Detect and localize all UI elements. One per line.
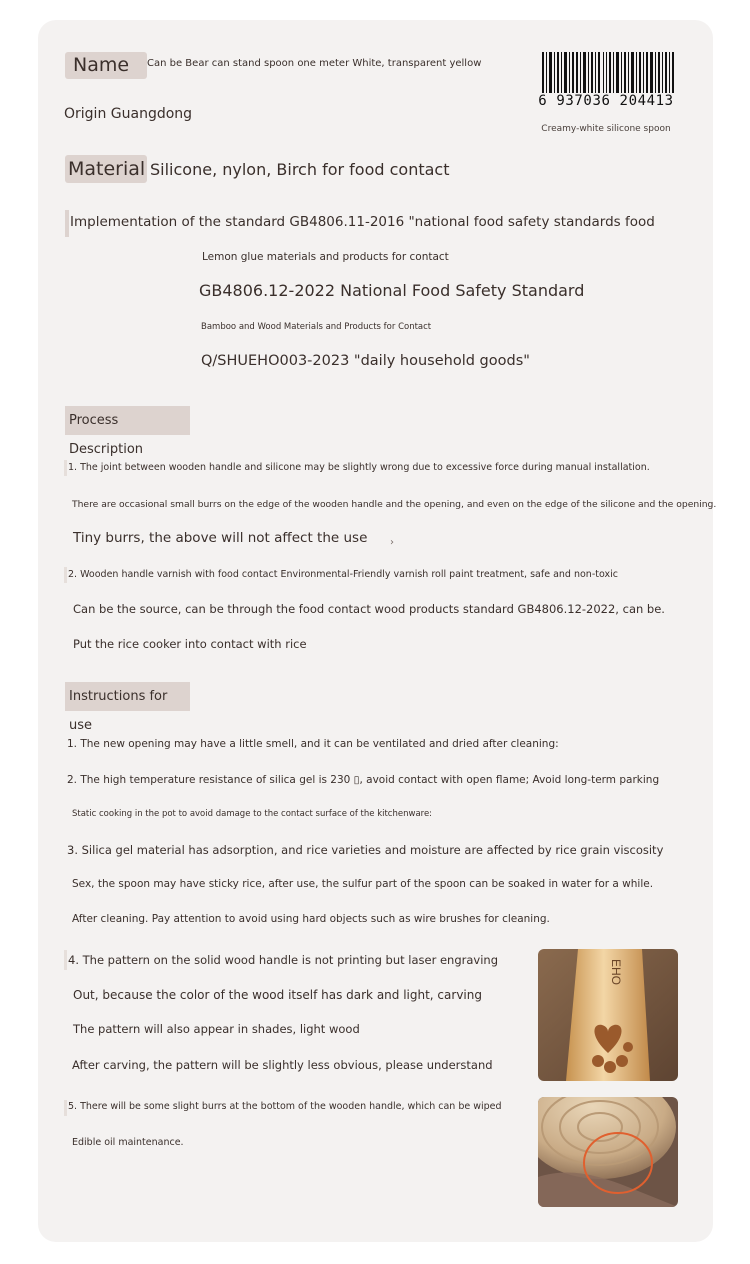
engraved-handle-photo <box>538 949 678 1081</box>
instruction-line-2: 2. The high temperature resistance of silica gel is 230 ▯, avoid contact with open flame; Avoid long-term parking <box>67 774 660 786</box>
barcode-caption: Creamy-white silicone spoon <box>541 124 671 134</box>
standard-line-4: Bamboo and Wood Materials and Products for Contact <box>201 322 432 332</box>
standard-line-1: Implementation of the standard GB4806.11-2016 "national food safety standards food <box>70 214 655 230</box>
name-label: Name <box>65 52 147 79</box>
process-line-accent <box>64 567 67 583</box>
stray-mark: › <box>390 537 394 548</box>
process-line-1: 1. The joint between wooden handle and silicone may be slightly wrong due to excessive force during manual installation. <box>68 462 650 473</box>
instruction-line-6: After cleaning. Pay attention to avoid using hard objects such as wire brushes for cleaning. <box>72 913 550 925</box>
instruction-line-8: Out, because the color of the wood itself has dark and light, carving <box>73 988 482 1002</box>
engraving-text: EHO <box>609 959 623 986</box>
process-line-2: There are occasional small burrs on the edge of the wooden handle and the opening, and even on the edge of the silicone and the opening. <box>72 499 717 510</box>
standard-line-3: GB4806.12-2022 National Food Safety Standard <box>199 281 585 300</box>
instruction-line-9: The pattern will also appear in shades, light wood <box>73 1022 360 1036</box>
instruction-line-12: Edible oil maintenance. <box>72 1137 184 1148</box>
barcode-number: 6 937036 204413 <box>528 93 684 109</box>
material-value: Silicone, nylon, Birch for food contact <box>150 160 450 179</box>
instruction-line-accent <box>64 1100 67 1116</box>
standards-accent-bar <box>65 210 69 237</box>
origin-text: Origin Guangdong <box>64 106 193 122</box>
instruction-line-accent <box>64 950 67 970</box>
process-line-4: 2. Wooden handle varnish with food contact Environmental-Friendly varnish roll paint treatment, safe and non-toxic <box>68 569 618 580</box>
process-line-3: Tiny burrs, the above will not affect the use <box>73 530 368 546</box>
instruction-line-3: Static cooking in the pot to avoid damage to the contact surface of the kitchenware: <box>72 809 433 819</box>
standard-line-5: Q/SHUEHO003-2023 "daily household goods" <box>201 353 530 369</box>
handle-bottom-photo <box>538 1097 678 1207</box>
instruction-line-7: 4. The pattern on the solid wood handle is not printing but laser engraving <box>68 953 499 967</box>
process-line-5: Can be the source, can be through the food contact wood products standard GB4806.12-2022, can be. <box>73 602 665 616</box>
process-line-accent <box>64 460 67 476</box>
instruction-line-1: 1. The new opening may have a little smell, and it can be ventilated and dried after cleaning: <box>67 738 559 750</box>
process-section-title: Process Description <box>65 406 190 435</box>
instructions-section-title: Instructions for use <box>65 682 190 711</box>
instruction-line-4: 3. Silica gel material has adsorption, and rice varieties and moisture are affected by rice grain viscosity <box>67 843 664 857</box>
instruction-line-11: 5. There will be some slight burrs at the bottom of the wooden handle, which can be wiped <box>68 1101 502 1112</box>
process-line-6: Put the rice cooker into contact with rice <box>73 637 307 651</box>
name-value: Can be Bear can stand spoon one meter White, transparent yellow <box>147 58 482 69</box>
instruction-line-10: After carving, the pattern will be slightly less obvious, please understand <box>72 1058 493 1072</box>
material-label: Material <box>65 155 147 183</box>
instruction-line-5: Sex, the spoon may have sticky rice, after use, the sulfur part of the spoon can be soaked in water for a while. <box>72 878 654 890</box>
standard-line-2: Lemon glue materials and products for contact <box>202 251 449 263</box>
